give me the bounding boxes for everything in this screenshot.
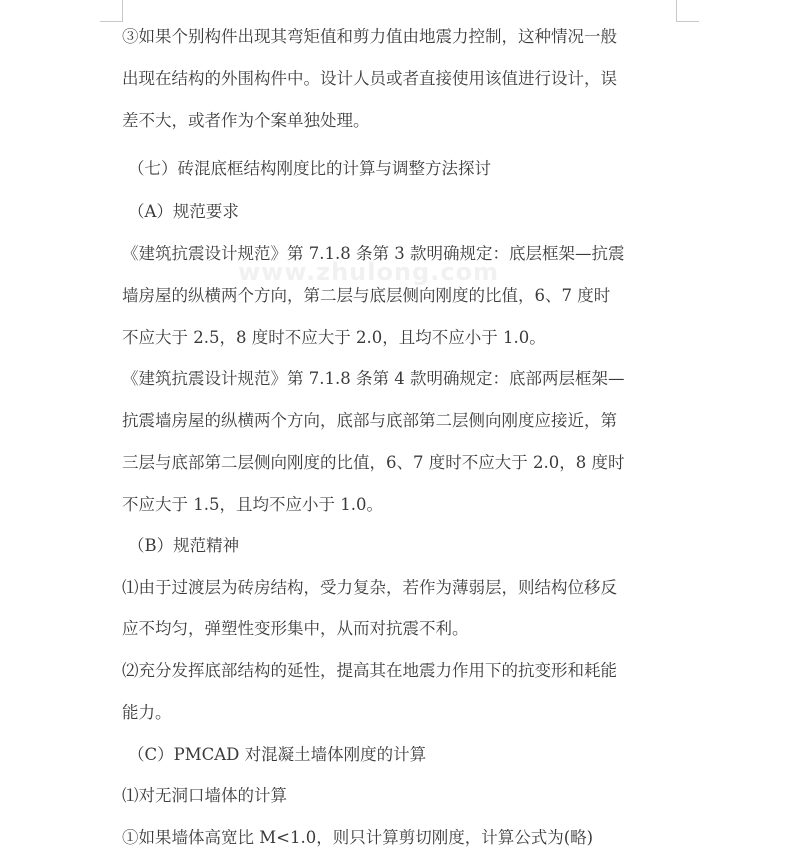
text-line: ③如果个别构件出现其弯矩值和剪力值由地震力控制，这种情况一般 [122,27,617,46]
text-line: ⑴对无洞口墙体的计算 [122,786,287,805]
subsection-heading: （B）规范精神 [128,536,240,555]
page-corner-mark-top-left-h [100,21,122,22]
text-line: 出现在结构的外围构件中。设计人员或者直接使用该值进行设计，误 [122,69,617,88]
text-line: 不应大于 2.5，8 度时不应大于 2.0，且均不应小于 1.0。 [122,328,546,347]
text-line: 差不大，或者作为个案单独处理。 [122,111,370,130]
text-line: 不应大于 1.5，且均不应小于 1.0。 [122,495,383,514]
section-heading: （七）砖混底框结构刚度比的计算与调整方法探讨 [128,159,491,178]
text-line: 能力。 [122,703,172,722]
page-corner-mark-top-left [122,0,123,22]
text-line: ⑴由于过渡层为砖房结构，受力复杂，若作为薄弱层，则结构位移反 [122,578,617,597]
text-line: 三层与底部第二层侧向刚度的比值，6、7 度时不应大于 2.0，8 度时 [122,453,625,472]
text-line: 抗震墙房屋的纵横两个方向，底部与底部第二层侧向刚度应接近，第 [122,411,617,430]
subsection-heading: （C）PMCAD 对混凝土墙体刚度的计算 [128,745,427,764]
text-line: 应不均匀，弹塑性变形集中，从而对抗震不利。 [122,619,469,638]
watermark-text: www.zhulong.com [238,258,500,286]
page-corner-mark-top-right-h [677,21,699,22]
text-line: 《建筑抗震设计规范》第 7.1.8 条第 3 款明确规定：底层框架—抗震 [122,244,625,263]
subsection-heading: （A）规范要求 [128,202,239,221]
text-line: ⑵充分发挥底部结构的延性，提高其在地震力作用下的抗变形和耗能 [122,661,617,680]
text-line: ①如果墙体高宽比 M<1.0，则只计算剪切刚度，计算公式为(略) [122,828,594,847]
text-line: 《建筑抗震设计规范》第 7.1.8 条第 4 款明确规定：底部两层框架— [122,369,625,388]
text-line: 墙房屋的纵横两个方向，第二层与底层侧向刚度的比值，6、7 度时 [122,286,611,305]
page-corner-mark-top-right [676,0,677,22]
